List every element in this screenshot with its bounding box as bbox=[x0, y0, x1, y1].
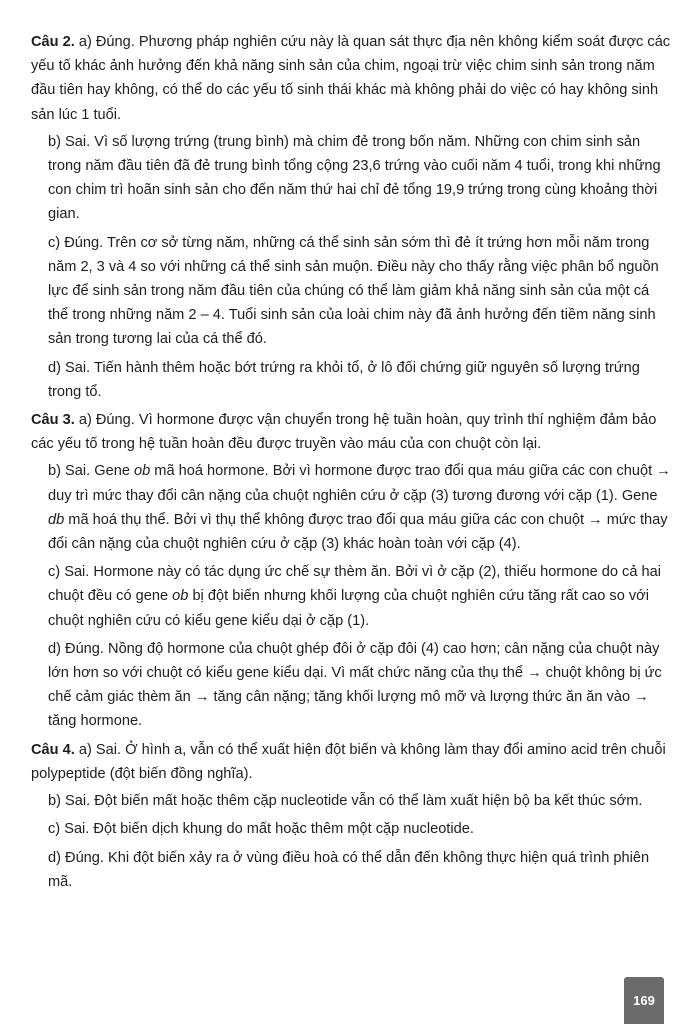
answer-content bbox=[31, 30, 671, 898]
answer-c-text-2: bị đột biến nhưng khối lượng của chuột nghiên cứu tăng rất cao so với chuột nghiên cứu có kiểu gene kiểu dại ở cặp (1). bbox=[48, 588, 649, 629]
question-2-answer-a: a) Đúng. Phương pháp nghiên cứu này là quan sát thực địa nên không kiểm soát được các yếu tố khác ảnh hưởng đến khả năng sinh sản của chim, ngoại trừ việc chim sinh sản trong năm đầu tiên hay không, có thể do các yếu tố sinh thái khác mà không phải do việc có hay không sinh sản lúc 1 tuổi. bbox=[31, 34, 671, 123]
question-3-answer-b bbox=[48, 459, 671, 556]
question-4-answer-a: a) Sai. Ở hình a, vẫn có thể xuất hiện đột biến và không làm thay đổi amino acid trên chuỗi polypeptide (đột biến đồng nghĩa). bbox=[31, 741, 666, 782]
question-2-answer-d: d) Sai. Tiến hành thêm hoặc bớt trứng ra khỏi tổ, ở lô đối chứng giữ nguyên số lượng trứng trong tổ. bbox=[48, 359, 640, 400]
question-4-label: Câu 4. bbox=[31, 741, 75, 758]
question-2-lead bbox=[31, 30, 671, 127]
question-4-lead bbox=[31, 738, 671, 786]
question-4-answer-b: b) Sai. Đột biến mất hoặc thêm cặp nucleotide vẫn có thể làm xuất hiện bộ ba kết thúc sớm. bbox=[48, 793, 643, 810]
question-3-lead bbox=[31, 408, 671, 456]
question-3-label: Câu 3. bbox=[31, 412, 75, 429]
question-4-answer-c: c) Sai. Đột biến dịch khung do mất hoặc thêm một cặp nucleotide. bbox=[48, 821, 474, 838]
gene-db-term: db bbox=[48, 511, 65, 528]
page-number: 169 bbox=[624, 977, 664, 1024]
question-4-answer-d: d) Đúng. Khi đột biến xảy ra ở vùng điều hoà có thể dẫn đến không thực hiện quá trình phiên mã. bbox=[48, 849, 650, 890]
question-2-label: Câu 2. bbox=[31, 34, 75, 50]
answer-c-text-1: c) Sai. Hormone này có tác dụng ức chế sự thèm ăn. Bởi vì ở cặp (2), thiếu hormone do cả hai chuột đều có gene bbox=[48, 564, 661, 605]
answer-b-text-3: mã hoá thụ thể. Bởi vì thụ thể không được trao đổi qua máu giữa các con chuột → mức thay đổi cân nặng của chuột nghiên cứu ở cặp (3) khác hoàn toàn với cặp (4). bbox=[48, 511, 668, 553]
answer-b-text-2: mã hoá hormone. Bởi vì hormone được trao đổi qua máu giữa các con chuột → duy trì mức thay đổi cân nặng của chuột nghiên cứu ở cặp (3) tương đương với cặp (1). Gene bbox=[48, 463, 671, 504]
question-3-answer-a: a) Đúng. Vì hormone được vận chuyển trong hệ tuần hoàn, quy trình thí nghiệm đảm bảo các yếu tố trong hệ tuần hoàn đều được truyền vào máu của con chuột còn lại. bbox=[31, 412, 657, 453]
question-3-answer-d: d) Đúng. Nồng độ hormone của chuột ghép đôi ở cặp đôi (4) cao hơn; cân nặng của chuột này lớn hơn so với chuột có kiểu gene kiểu dại. Vì mất chức năng của thụ thể → chuột không bị ức chế cảm giác thèm ăn → tăng cân nặng; tăng khối lượng mô mỡ và lượng thức ăn ăn vào → tăng hormone. bbox=[48, 640, 662, 730]
question-2-answer-c: c) Đúng. Trên cơ sở từng năm, những cá thể sinh sản sớm thì đẻ ít trứng hơn mỗi năm trong năm 2, 3 và 4 so với những cá thể sinh sản muộn. Điều này cho thấy rằng việc phân bổ nguồn lực để sinh sản trong năm đầu tiên của chúng có thể làm giảm khả năng sinh sản của một cá thể trong những năm 2 – 4. Tuổi sinh sản của loài chim này đã ảnh hưởng đến tiềm năng sinh sản trong tương lai của cá thể đó. bbox=[48, 234, 659, 348]
gene-ob-term: ob bbox=[134, 463, 151, 480]
answer-b-text-1: b) Sai. Gene bbox=[48, 463, 134, 480]
question-2-answer-b: b) Sai. Vì số lượng trứng (trung bình) mà chim đẻ trong bốn năm. Những con chim sinh sản trong năm đầu tiên đã đẻ trung bình tổng cộng 23,6 trứng vào cuối năm 4 tuổi, trong khi những con chim trì hoãn sinh sản cho đến năm thứ hai chỉ đẻ tổng 19,9 trứng trong cùng khoảng thời gian. bbox=[48, 133, 661, 223]
gene-ob-term: ob bbox=[172, 588, 189, 605]
question-3-answer-c bbox=[48, 560, 671, 633]
